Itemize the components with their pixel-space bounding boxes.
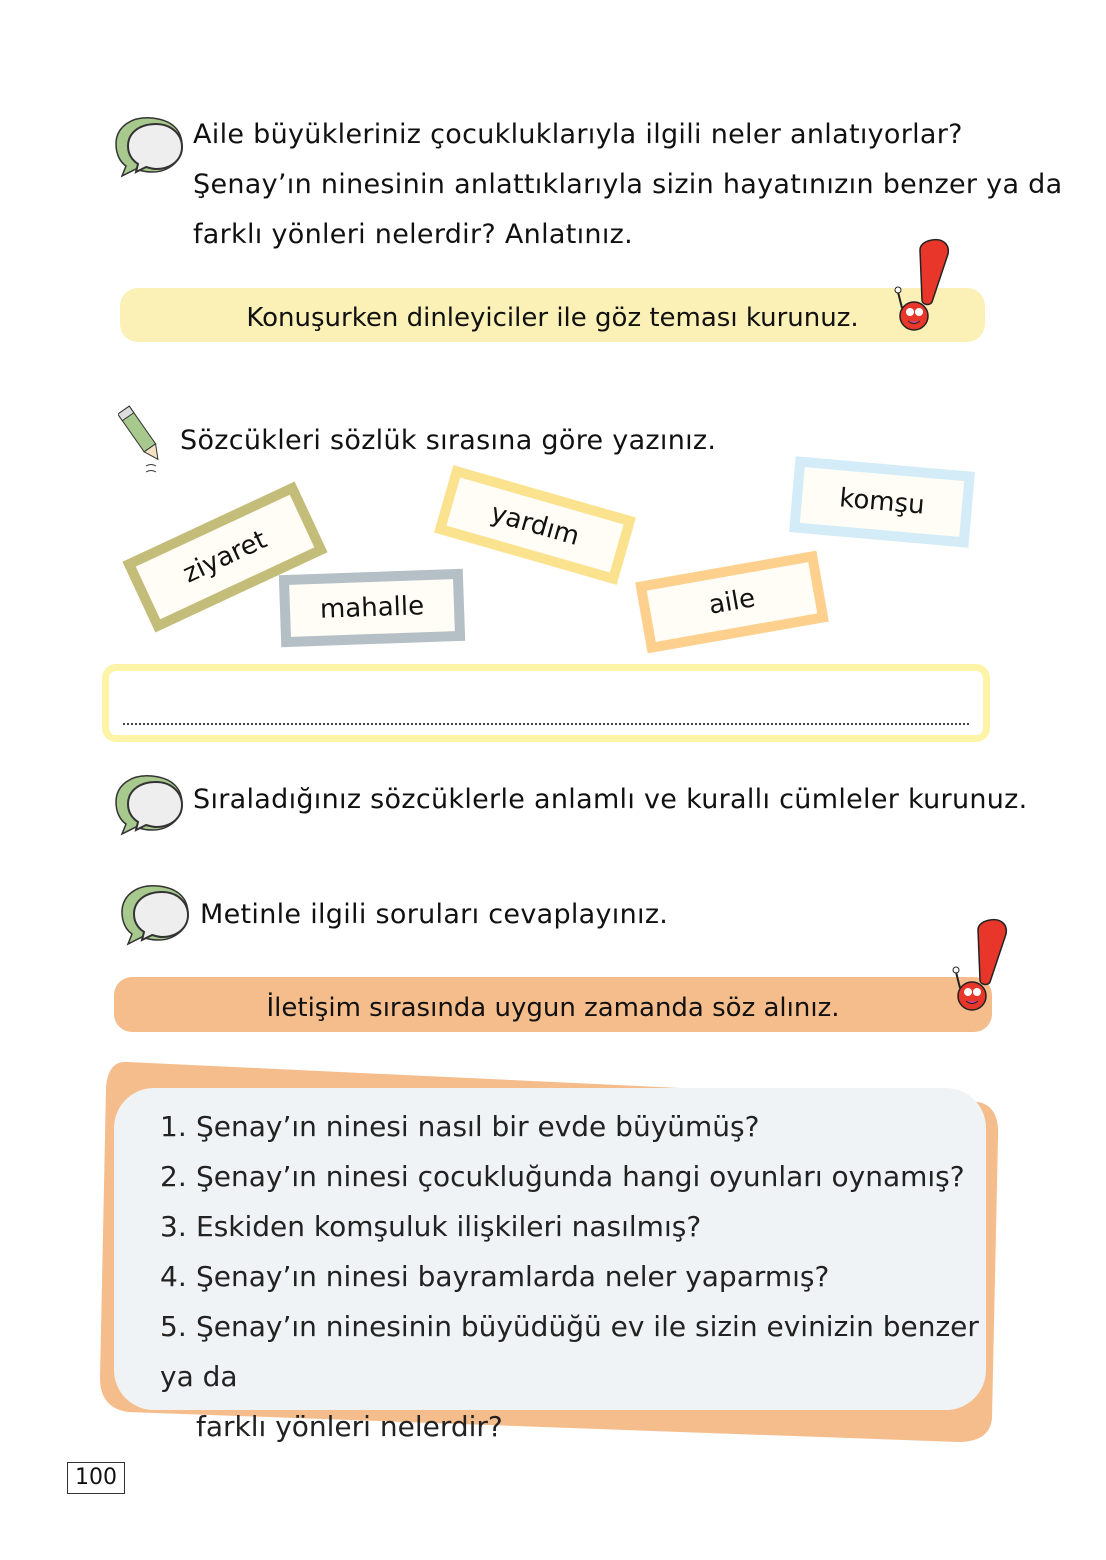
question-item (160, 1252, 986, 1302)
task-instruction: Metinle ilgili soruları cevaplayınız. (200, 899, 669, 930)
answer-dotted-line[interactable] (123, 723, 969, 725)
tip-band (120, 288, 985, 342)
word-card-text: ziyaret (136, 495, 315, 619)
word-card-mahalle (279, 569, 465, 647)
question-text: Şenay’ın ninesi bayramlarda neler yaparmış? (196, 1260, 830, 1293)
question-number: 4. (160, 1260, 187, 1293)
tip-text: Konuşurken dinleyiciler ile göz teması kurunuz. (246, 303, 859, 333)
intro-line: farklı yönleri nelerdir? Anlatınız. (193, 219, 633, 250)
question-number: 3. (160, 1210, 187, 1243)
tip-band (114, 977, 992, 1032)
speech-bubble-icon (112, 114, 186, 178)
question-item (160, 1402, 986, 1452)
question-text: Şenay’ın ninesinin büyüdüğü ev ile sizin evinizin benzer ya da (160, 1310, 979, 1393)
exclamation-mascot-icon (950, 916, 1016, 1016)
exclamation-mascot-icon (892, 236, 958, 336)
questions-list (114, 1088, 986, 1452)
pencil-icon (118, 402, 168, 474)
intro-line: Şenay’ın ninesinin anlattıklarıyla sizin hayatınızın benzer ya da (193, 169, 1063, 200)
questions-box (114, 1088, 986, 1443)
speech-bubble-icon (112, 772, 186, 836)
question-item (160, 1302, 986, 1402)
tip-text: İletişim sırasında uygun zamanda söz alınız. (266, 993, 840, 1023)
question-item (160, 1102, 986, 1152)
question-text: Eskiden komşuluk ilişkileri nasılmış? (196, 1210, 702, 1243)
intro-line: Aile büyükleriniz çocukluklarıyla ilgili neler anlatıyorlar? (193, 119, 963, 150)
word-card-text: aile (647, 562, 818, 642)
word-card-text: yardım (446, 478, 623, 573)
answer-box[interactable] (102, 664, 990, 742)
task-instruction: Sözcükleri sözlük sırasına göre yazınız. (180, 425, 717, 456)
page-number (67, 1462, 125, 1494)
question-text: Şenay’ın ninesi çocukluğunda hangi oyunları oynamış? (196, 1160, 965, 1193)
word-card-text: mahalle (289, 579, 455, 637)
word-card-yardim (434, 465, 636, 585)
question-text: Şenay’ın ninesi nasıl bir evde büyümüş? (196, 1110, 760, 1143)
question-number: 1. (160, 1110, 187, 1143)
question-text: farklı yönleri nelerdir? (196, 1410, 503, 1443)
speech-bubble-icon (118, 882, 192, 946)
question-number: 2. (160, 1160, 187, 1193)
word-card-komsu (789, 456, 975, 547)
task-instruction: Sıraladığınız sözcüklerle anlamlı ve kurallı cümleler kurunuz. (193, 784, 1028, 815)
question-number: 5. (160, 1310, 187, 1343)
word-card-text: komşu (800, 467, 964, 537)
question-item (160, 1202, 986, 1252)
word-card-aile (635, 551, 829, 654)
question-item (160, 1152, 986, 1202)
page-number-text: 100 (75, 1465, 117, 1490)
